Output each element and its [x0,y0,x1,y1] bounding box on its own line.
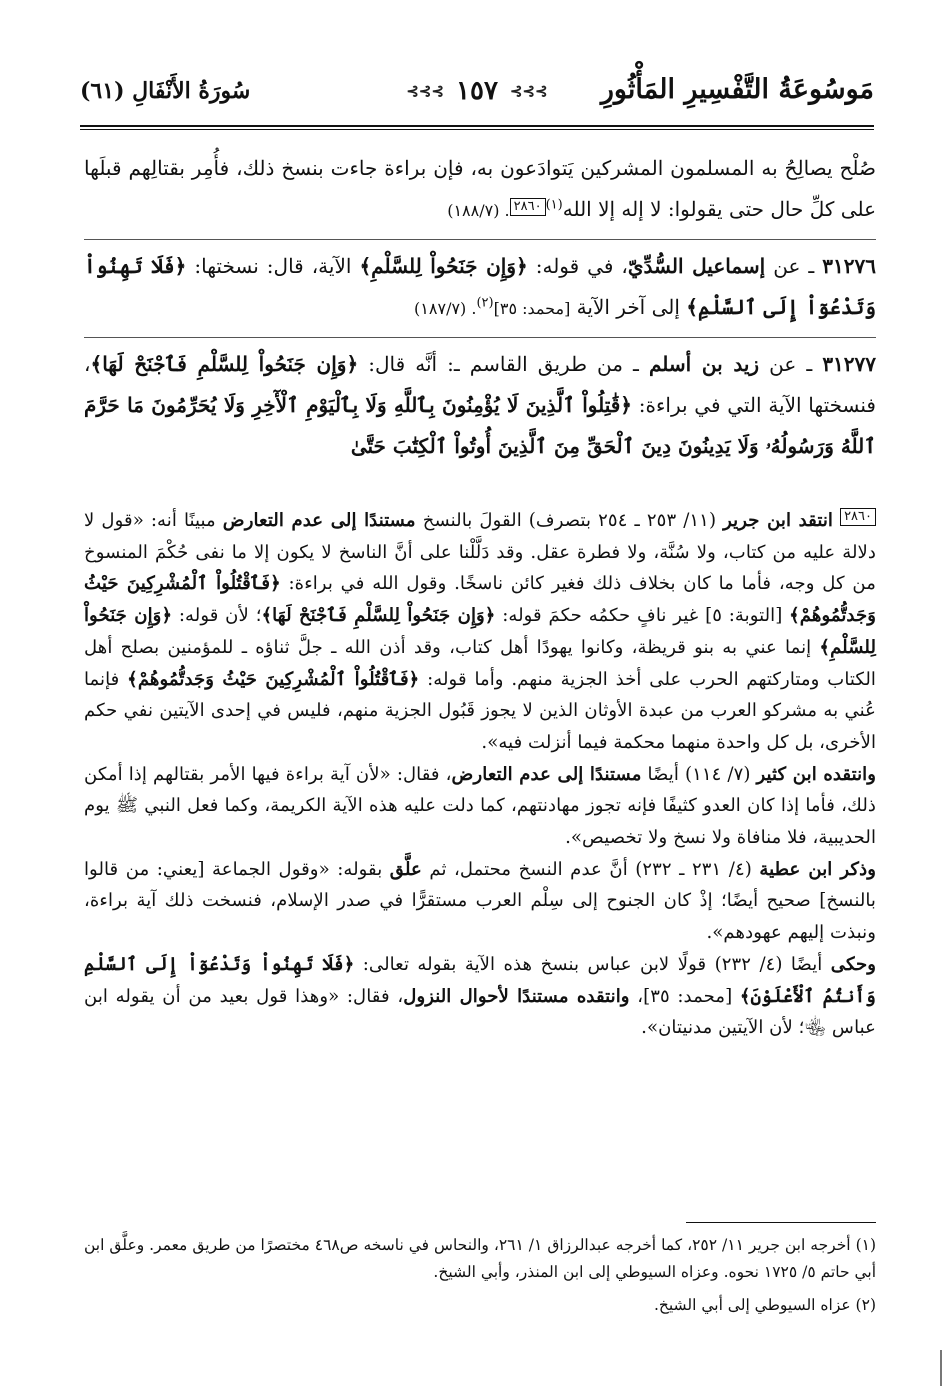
separator [84,337,876,338]
verse-ref: [محمد: ٣٥] [643,985,740,1007]
quran-verse: ﴿وَإِن جَنَحُواْ لِلسَّلْمِ فَٱجْنَحْ لَهَا﴾ [90,352,359,376]
quran-verse: ﴿وَإِن جَنَحُواْ لِلسَّلْمِ﴾ [359,254,528,278]
ornament-icon: ⊱⊱⊱ [406,82,445,100]
separator [84,239,876,240]
text: ، فنسختها الآية التي في براءة: [84,352,876,417]
text: ـ عن [759,352,823,376]
commentary-ref-box: ٢٨٦٠ [510,198,546,216]
scholar-name: وذكر ابن عطية [759,858,876,880]
page-number-group [406,76,547,106]
text: (٤/ ٢٣١ ـ ٢٣٢) أنَّ عدم النسخ محتمل، ثم [421,858,760,880]
paragraph-continuation [84,148,876,231]
text: أيضًا (٤/ ٢٣٢) قولًا لابن عباس بنسخ هذه الآية بقوله تعالى: [354,953,831,975]
narrator-name: إسماعيل السُّدِّيّ [627,254,766,278]
quran-verse: ﴿فَلَا تَهِنُواْ وَتَدْعُوٓاْ إِلَى ٱلسَّلْمِ وَأَنتُمُ ٱلْأَعْلَوْنَ﴾ [84,953,876,1007]
text-bold: مستندًا إلى عدم التعارض [222,510,416,531]
commentary-paragraph [84,505,876,759]
text-bold: علَّق [389,858,422,880]
volume-ref: . (١٨٨/٧) [447,201,510,220]
narrator-name: زيد بن أسلم [648,352,760,376]
surah-title: سُورَةُ الأَنْفَالِ (٦١) [80,78,251,104]
page-number: ١٥٧ [456,76,498,106]
page-edge-mark [940,1350,942,1386]
commentary-section [84,505,876,1044]
commentary-box-number: ٢٨٦٠ [840,508,876,526]
footnote: (٢) عزاه السيوطي إلى أبي الشيخ. [653,1296,876,1314]
text: ـ من طريق القاسم ـ: أنَّه قال: [358,352,649,376]
footnote-ref: (٢) [476,295,494,311]
commentary-paragraph [84,949,876,1044]
entry-number: ٣١٢٧٧ [822,352,877,376]
text: إنما عني به بنو قريظة، وكانوا يهودًا أهل كتاب، وقد أذن الله ـ جلَّ ثناؤه ـ للمؤمنين بصلح أهل الكتاب ومتاركتهم الحرب على أخذ الجزية منهم. وأما قوله: [84,636,876,690]
verse-ref: [محمد: ٣٥] [493,299,571,318]
text: ؛ لأن قوله: [172,605,262,627]
text: ، فقال: «لأن آية براءة فيها الأمر بقتالهم إذا أمكن ذلك، فأما إذا كان العدو كثيفًا فإنه تجوز مهادنتهم، كما دلت عليه هذه الآية الكريمة، وكما فعل النبي ﷺ يوم الحديبية، فلا منافاة ولا نسخ ولا تخصيص». [84,763,876,849]
volume-ref: . (١٨٧/٧) [414,299,477,318]
text-bold: وحكى [830,953,877,975]
hadith-entry [84,344,876,467]
scholar-name: انتقد ابن جرير [723,510,833,531]
quran-verse: ﴿وَإِن جَنَحُواْ لِلسَّلْمِ فَٱجْنَحْ لَهَا﴾ [261,605,496,627]
text: ، [629,985,644,1007]
header-rule-thin [80,129,874,130]
footnote: (١) أخرجه ابن جرير ١١/ ٢٥٢، كما أخرجه عبدالرزاق ١/ ٢٦١، والنحاس في ناسخه ص٤٦٨ مختصرًا من طريق معمر. وعلَّق ابن أبي حاتم ٥/ ١٧٢٥ نحوه. وعزاه السيوطي إلى ابن المنذر، وأبي الشيخ. [84,1236,877,1281]
text: مبينًا أنه: «قول لا دلالة عليه من كتاب، ولا سُنَّة، ولا فطرة عقل. وقد دَلَّلْنا على أنَّ الناسخ لا يكون إلا ما نفى حُكْمَ المنسوخ من كل وجه، فأما ما كان بخلاف ذلك فغير كائن ناسخًا. وقول الله في براءة: [84,510,876,595]
quran-verse: ﴿فَٱقْتُلُواْ ٱلْمُشْرِكِينَ حَيْثُ وَجَدتُّمُوهُمْ﴾ [84,573,876,627]
text: الآية، قال: نسختها: [186,254,360,278]
quran-verse: ﴿فَٱقْتُلُواْ ٱلْمُشْرِكِينَ حَيْثُ وَجَدتُّمُوهُمْ﴾ [127,668,420,690]
hadith-entry [84,246,876,329]
commentary-paragraph [84,759,876,854]
quran-verse: ﴿قَٰتِلُواْ ٱلَّذِينَ لَا يُؤْمِنُونَ بِٱللَّهِ وَلَا بِٱلْيَوْمِ ٱلْأٓخِرِ وَلَا يُحَرِّمُونَ مَا حَرَّمَ ٱللَّهُ وَرَسُولُهُۥ وَلَا يَدِينُونَ دِينَ ٱلْحَقِّ مِنَ ٱلَّذِينَ أُوتُواْ ٱلْكِتَٰبَ حَتَّىٰ [84,393,876,458]
text: غير نافٍ حكمُه حكمَ قوله: [495,605,706,627]
text: ، في قوله: [527,254,628,278]
ornament-icon: ⊱⊱⊱ [509,82,548,100]
verse-ref: [التوبة: ٥] [705,605,790,627]
text-bold: وانتقده مستندًا لأحوال النزول [403,985,630,1007]
text: صُلْح يصالِحُ به المسلمون المشركين يَتوادَعون به، فإن براءة جاءت بنسخ ذلك، فأُمِر بقتالِهم قبلَها على كلِّ حال حتى يقولوا: لا إله إلا الله [84,156,876,221]
quran-verse: ﴿فَلَا تَهِنُواْ وَتَدْعُوٓاْ إِلَى ٱلسَّلْمِ﴾ [84,254,876,319]
scholar-name: وانتقده ابن كثير [756,763,876,785]
footnote-rule [686,1222,876,1223]
text-bold: مستندًا إلى عدم التعارض [451,763,642,785]
text: ، فقال: «وهذا قول بعيد من أن يقوله ابن عباس ﵄؛ لأن الآيتين مدنيتان». [84,985,876,1039]
quran-verse: ﴿وَإِن جَنَحُواْ لِلسَّلْمِ﴾ [84,605,876,658]
book-title: مَوسُوعَةُ التَّفْسِيرِ المَأْثُورِ [600,74,874,105]
page-header [80,70,874,130]
footnote-ref: (١) [545,197,563,213]
text: (٧/ ١١٤) أيضًا [641,763,757,785]
text: (١١/ ٢٥٣ ـ ٢٥٤ بتصرف) القولَ بالنسخ [415,510,724,531]
entry-number: ٣١٢٧٦ [822,254,877,278]
text: بقوله: «وقول الجماعة [يعني: من قالوا بالنسخ] صحيح أيضًا؛ إذْ كان الجنوح إلى سِلْم العرب مستقرًّا في صدر الإسلام، فنسخت ذلك آية براءة، ونبذت إليهم عهودهم». [84,858,876,944]
text: إلى آخر الآية [570,295,687,319]
footnotes [84,1232,876,1325]
text: فإنما عُني به مشركو العرب من عبدة الأوثان الذين لا يجوز قَبُول الجزية منهم، فليس في إحدى الآيتين نفي حكم الأخرى، بل كل واحدة منهما محكمة فيما أنزلت فيه». [84,668,876,753]
main-text [84,148,876,467]
header-rule [80,125,874,127]
text: ـ عن [765,254,823,278]
commentary-paragraph [84,854,876,949]
